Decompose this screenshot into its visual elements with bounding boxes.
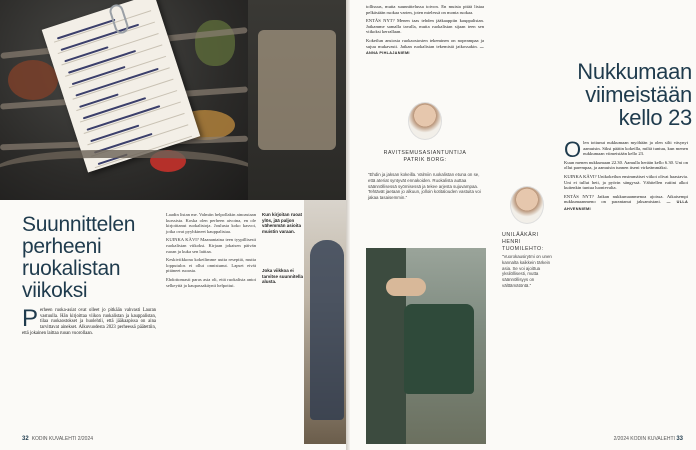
lead-paragraph	[22, 305, 156, 337]
photo-strip	[248, 0, 346, 200]
person-silhouette	[310, 240, 344, 420]
body-paragraph: ENTÄS NYT? Menen taas tehden jääkaappiin kauppalistan. Jatkamme samalla tavalla, mutta ruokalistan sijaan teen sen viikoksi kerrallaan.	[366, 18, 484, 35]
body-paragraph: Kuun menen nukkumaan 22.30. Aamulla herään kello 6.30. Uni on ollut parempaa, ja aamuisin tunnen itseni virkeämmäksi.	[564, 159, 688, 171]
body-paragraph	[564, 194, 688, 213]
drop-cap: O	[564, 137, 582, 162]
expert-quote: “Ehdin ja jaksan kokeilla. Valmiin ruokalistan etuna on se, että ateriat syntyvät ennakoiden. Ruokalista auttaa säännöllisessä syömisessä ja tekee arjesta sujuvampaa. Tehtävät jaetaan jo alkuun, jolloin kotitalouden vastuita voi jakaa tasaisemmin.”	[368, 172, 481, 201]
article-headline: Nukkumaan viimeistään kello 23	[577, 59, 692, 130]
lead-text: erheen ruoka-asiat ovat olleet jo pitkään vahvasti Lauran vastuulla. Hän kirjoittaa viikon ruokalistan ja kauppalistan, tilaa ruokaostokset ja huolehtii, että jääkaapissa on aina tarvittavat ainekset. Alkuvuodesta 2023 perheessä päätettiin, että jokainen laittaa ruoan vuorollaan.	[22, 308, 156, 336]
expert-portrait	[408, 102, 442, 140]
page-number: 32	[22, 436, 29, 442]
expert-role: RAVITSEMUSASIANTUNTIJA	[383, 150, 467, 156]
page-folio	[614, 436, 686, 442]
left-page	[0, 0, 346, 450]
body-paragraph: KUINKA KÄVI? Maanantaina teen tyypillisesti ruokalistan viikoksi. Kirjaan jokaisen päivän ruoan ja kuka sen laittaa.	[166, 237, 256, 254]
body-paragraph: Laadin listan me. Valmiin helpollakin ainoastaan kurssista. Koska olen perheen aivoina, en ole kirjoittanut ruokalistoja. Joulusta koko kasvoi, jotka ovat pyyhkineet kauppalistaa.	[166, 212, 256, 234]
vegetable-shape	[8, 60, 58, 100]
page-folio	[22, 436, 93, 442]
pull-quote: Kun kirjoitan ruoat ylös, jää paljon vähemmän asioita muistin varaan.	[262, 212, 303, 234]
body-text: Kokeilun ansiosta ruokaostosten tekeminen on nopeampaa ja sujuu mukavasti. Jatkan ruokalistan tekemistä jatkossakin.	[366, 37, 484, 49]
article-headline: Suunnittelen perheeni ruokalistan viikoksi	[22, 213, 136, 302]
expert-role: UNILÄÄKÄRI	[502, 232, 539, 238]
package-shape	[258, 30, 336, 150]
expert-name: PATRIK BORG:	[403, 156, 447, 163]
person-photo	[304, 200, 346, 444]
author-signature: — ANNA PIHLAJANIEMI	[366, 44, 484, 56]
folio-text: KODIN KUVALEHTI 2/2024	[31, 436, 94, 442]
page-number: 33	[676, 436, 683, 442]
drop-cap: P	[22, 305, 39, 332]
expert-portrait	[510, 186, 544, 224]
body-paragraph	[564, 137, 688, 162]
body-paragraph	[366, 38, 484, 57]
shopping-basket-photo	[0, 0, 248, 200]
body-paragraph: KUINKA KÄVI? Unikokeilun ensimmäiset viikot olivat haastavia. Uni ei tullut heti, ja pyörin sängyssä. Vähitellen rutiini alkoi kuitenkin tuntua luontevalta.	[564, 173, 688, 191]
continued-column	[366, 4, 484, 60]
shopping-bag-photo	[366, 248, 486, 444]
body-text: len tottunut nukkumaan myöhään ja olen silti väsynyt aamuisin. Siksi päätin kokeilla, miltä tuntuu, kun menen nukkumaan viimeistään kello 23.	[583, 140, 688, 157]
body-paragraph: tollisuus, mutta suunnittelussa toivon. En muista pitää listaa pelkästään ruokaa varten, joten mielessä on monta ruokaa.	[366, 4, 484, 15]
vegetable-shape	[195, 20, 235, 66]
pull-quote: Joka viikkoa ei tarvitse suunnitella alusta.	[262, 268, 304, 285]
body-text: ENTÄS NYT? Jatkan nukkumaanmenoa ajoissa. Aikaisempi nukkumaanmeno on parantanut jaksamistani.	[564, 193, 688, 205]
body-column	[564, 137, 688, 216]
hand-shape	[386, 278, 426, 296]
bag-shape	[404, 304, 474, 394]
expert-name: HENRI TUOMILEHTO:	[502, 238, 544, 252]
body-column	[166, 212, 256, 291]
right-page	[350, 0, 696, 450]
expert-caption	[366, 150, 484, 164]
body-paragraph: Ehdottomasti paras asia oli, että ruokalista antoi selkeyttä ja kaupassakäynti helpottui.	[166, 276, 256, 288]
body-paragraph: Keskiviikkona kokeilimme uutta reseptiä, mutta lopputulos ei ollut onnistunut. Lapset eivät pitäneet ruoasta.	[166, 257, 256, 274]
author-signature: — ULLA AHVENNIEMI	[564, 200, 688, 211]
folio-text: 2/2024 KODIN KUVALEHTI	[613, 436, 675, 442]
basket-rim	[0, 150, 248, 200]
expert-caption	[502, 232, 558, 252]
expert-quote: “Vuorokausirytmi on unen kannalta kaikkein tärkein asia. Se voi ajoittua yksilöllisesti, mutta säännöllisyys on välttämätöntä.”	[502, 254, 552, 288]
